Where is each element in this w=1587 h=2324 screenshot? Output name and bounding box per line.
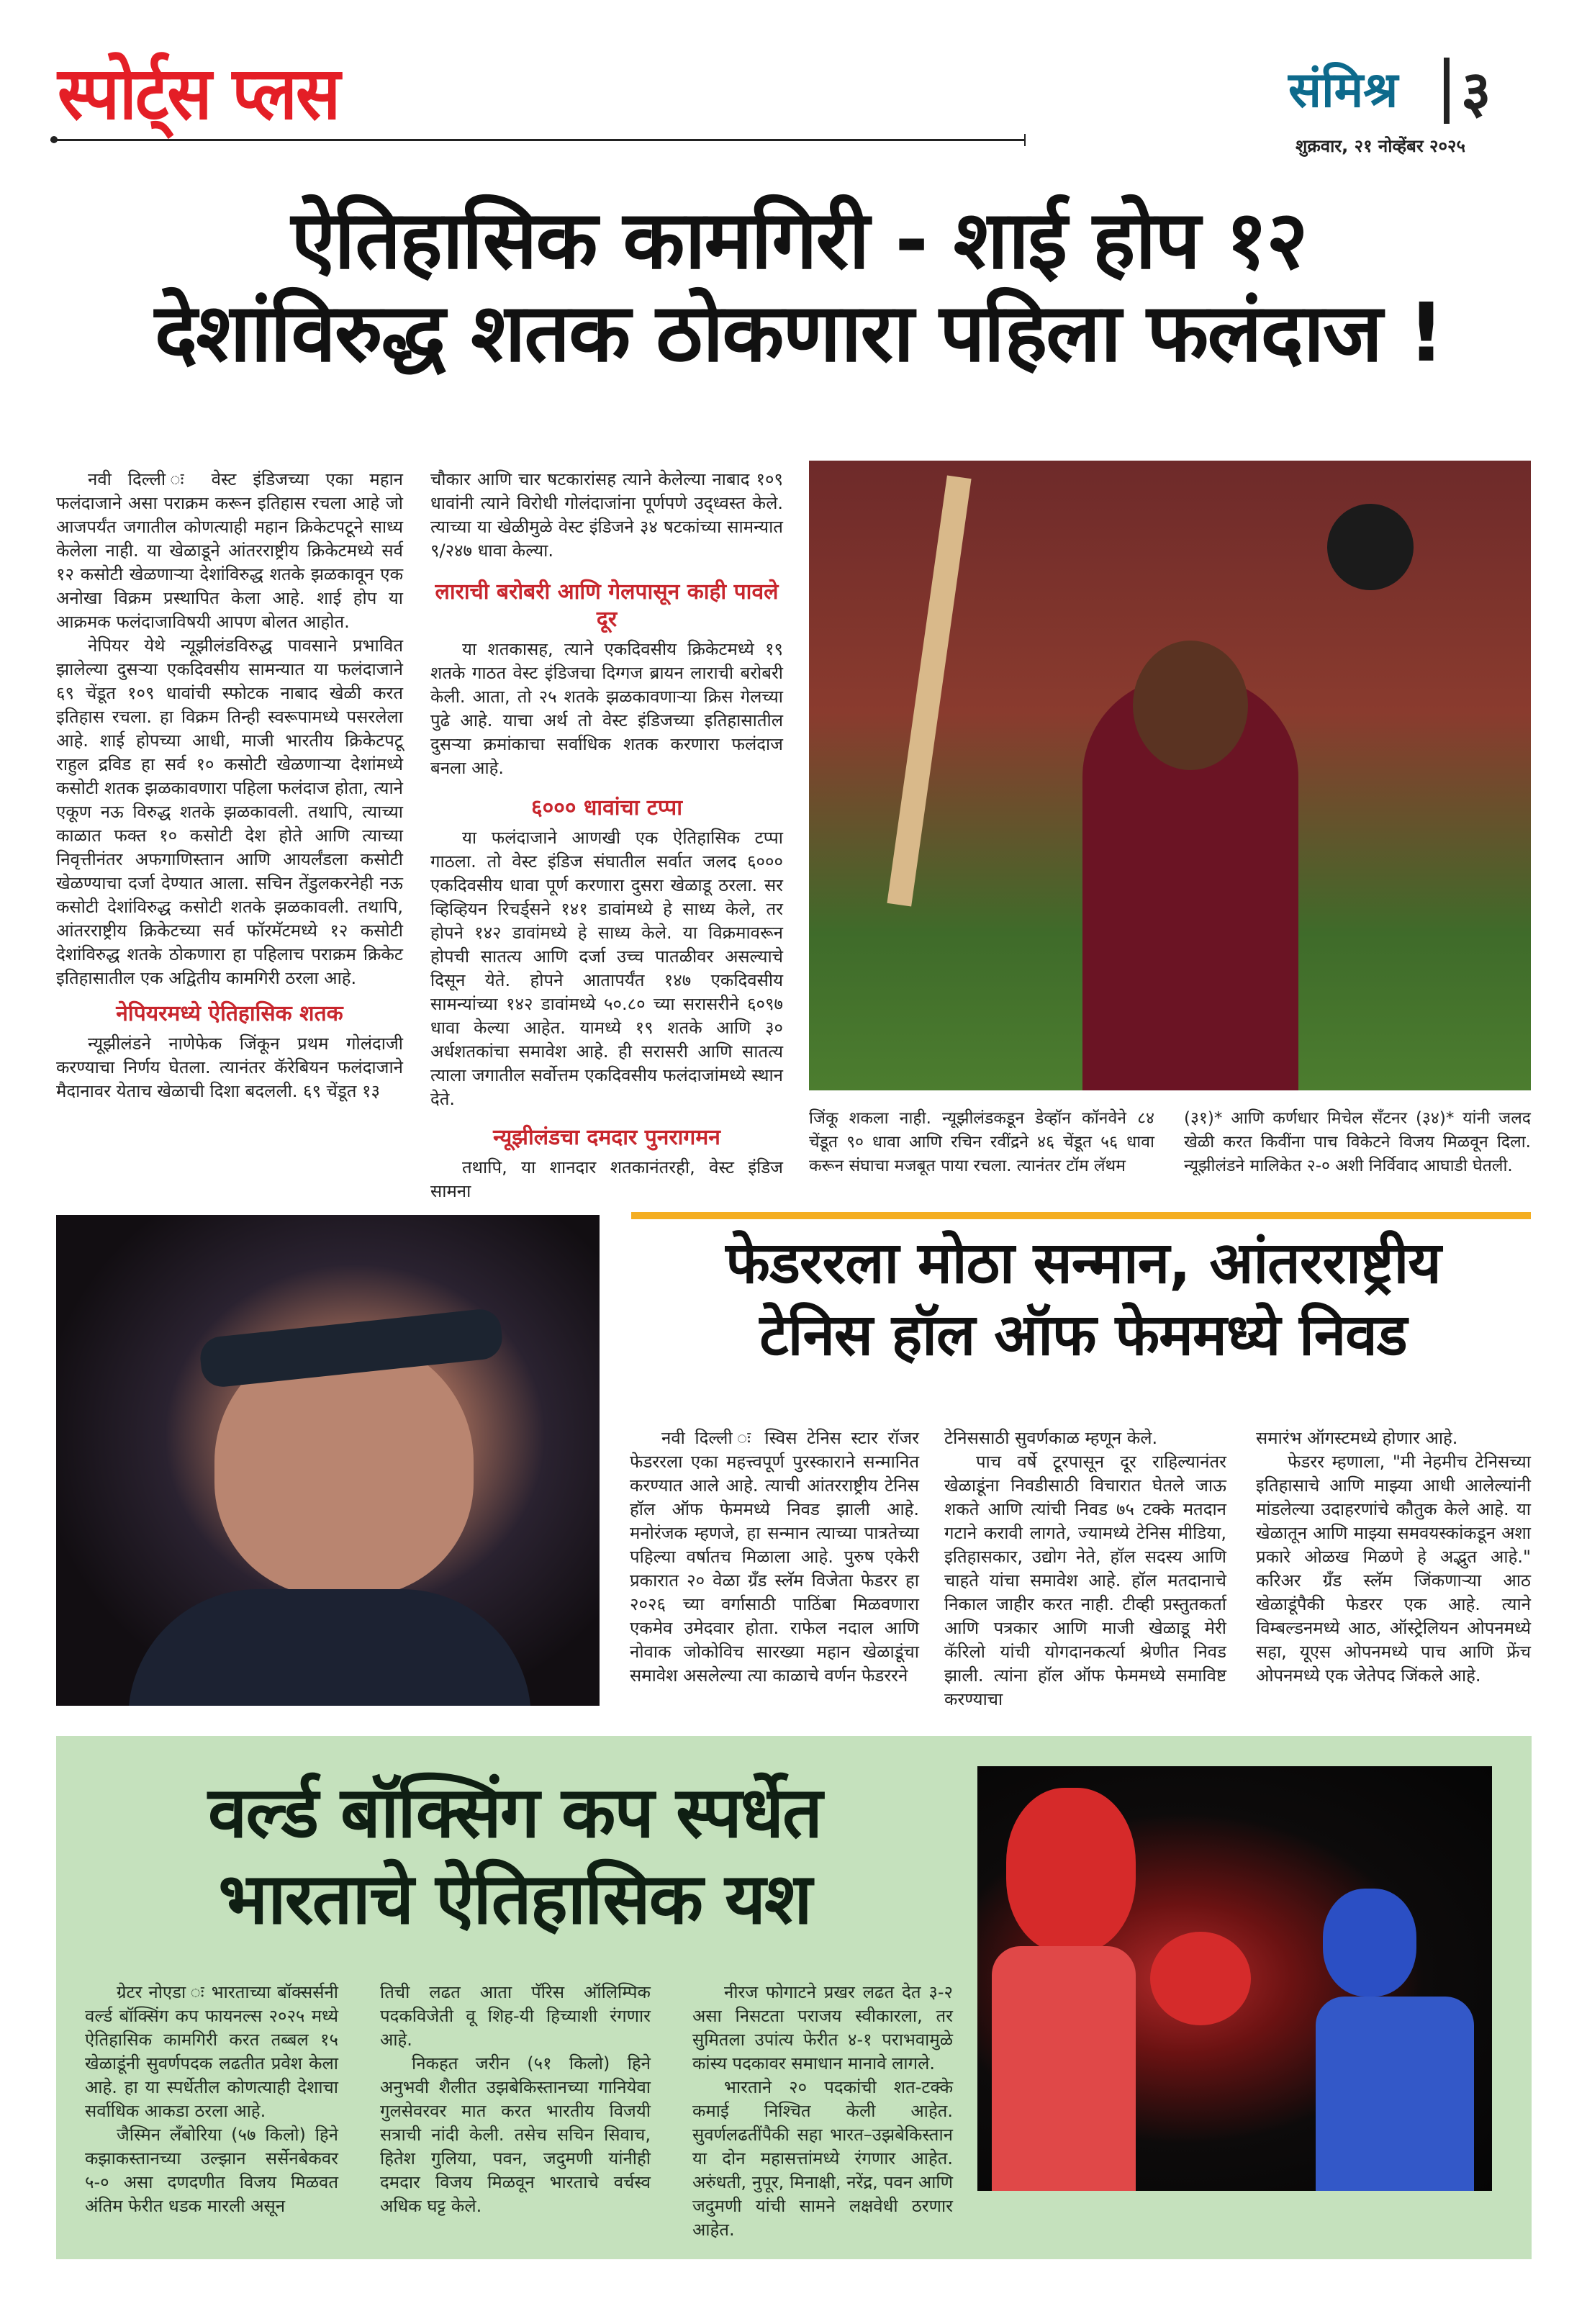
blue-boxer-shape: [1316, 1997, 1474, 2191]
blue-headgear-shape: [1323, 1889, 1416, 1997]
paragraph: जैस्मिन लँबोरिया (५७ किलो) हिने कझाकस्तानच्या उल्झान सर्सेनबेकवर ५-० असा दणदणीत विजय मिळवत अंतिम फेरीत धडक मारली असून: [85, 2125, 338, 2216]
subheading: न्यूझीलंडचा दमदार पुनरागमन: [493, 1125, 720, 1150]
story1-column-2: [430, 468, 783, 1203]
tennis-headline-line2: टेनिस हॉल ऑफ फेममध्ये निवड: [759, 1301, 1407, 1368]
paragraph: भारताने २० पदकांची शत-टक्के कमाई निश्चित केली आहेत. सुवर्णलढतींपैकी सहा भारत–उझबेकिस्तान या दोन महासत्तांमध्ये रंगणार आहेत. अरुंधती, नुपूर, मिनाक्षी, नरेंद्र, पवन आणि जदुमणी यांची सामने लक्षवेधी ठरणार आहेत.: [692, 2077, 953, 2240]
cricket-photo: [809, 461, 1531, 1090]
paragraph: या शतकासह, त्याने एकदिवसीय क्रिकेटमध्ये १९ शतके गाठत वेस्ट इंडिजचा दिग्गज ब्रायन लाराची बरोबरी केली. आता, तो २५ शतके झळकावणाऱ्या क्रिस गेलच्या पुढे आहे. याचा अर्थ तो वेस्ट इंडिजच्या इतिहासातील दुसऱ्या क्रमांकाचा सर्वाधिक शतक करणारा फलंदाज बनला आहे.: [430, 639, 783, 778]
issue-date: शुक्रवार, २१ नोव्हेंबर २०२५: [1296, 136, 1465, 156]
paragraph: निकहत जरीन (५१ किलो) हिने अनुभवी शैलीत उझबेकिस्तानच्या गानियेवा गुलसेवरवर मात करत भारतीय विजयी सत्राची नांदी केली. तसेच सचिन सिवाच, हितेश गुलिया, पवन, जदुमणी यांनीही दमदार विजय मिळवून भारताचे वर्चस्व अधिक घट्ट केले.: [380, 2053, 651, 2216]
paragraph: नवी दिल्ली ः स्विस टेनिस स्टार रॉजर फेडररला एका महत्त्वपूर्ण पुरस्काराने सन्मानित करण्यात आले आहे. त्याची आंतरराष्ट्रीय टेनिस हॉल ऑफ फेममध्ये निवड झाली आहे. मनोरंजक म्हणजे, हा सन्मान त्याच्या पात्रतेच्या पहिल्या वर्षातच मिळाला आहे. पुरुष एकेरी प्रकारात २० वेळा ग्रँड स्लॅम विजेता फेडरर हा २०२६ च्या वर्गासाठी पाठिंबा मिळवणारा एकमेव उमेदवार होता. राफेल नदाल आणि नोवाक जोकोविच सारख्या महान खेळाडूंचा समावेश असलेल्या त्या काळाचे वर्णन फेडररने: [630, 1428, 919, 1686]
story3-column-1: [85, 1981, 338, 2218]
story1-column-3: [809, 1107, 1154, 1178]
boxing-headline: [79, 1771, 950, 1943]
paragraph: टेनिससाठी सुवर्णकाळ म्हणून केले.: [944, 1428, 1158, 1448]
masthead-rule: [50, 139, 1026, 141]
paragraph: फेडरर म्हणाला, "मी नेहमीच टेनिसच्या इतिहासाचे आणि माझ्या आधी आलेल्यांनी मांडलेल्या उदाहरणांचे कौतुक केले आहे. या खेळातून आणि माझ्या समवयस्कांकडून अशा प्रकारे ओळख मिळणे हे अद्भुत आहे." करिअर ग्रँड स्लॅम जिंकणाऱ्या आठ खेळाडूंपैकी फेडरर एक आहे. त्याने विम्बल्डनमध्ये आठ, ऑस्ट्रेलियन ओपनमध्ये सहा, यूएस ओपनमध्ये पाच आणि फ्रेंच ओपनमध्ये एक जेतेपद जिंकले आहे.: [1256, 1452, 1531, 1686]
paragraph: नेपियर येथे न्यूझीलंडविरुद्ध पावसाने प्रभावित झालेल्या दुसऱ्या एकदिवसीय सामन्यात या फलंदाजाने ६९ चेंडूत १०९ धावांची स्फोटक नाबाद खेळी करत इतिहास रचला. हा विक्रम तिन्ही स्वरूपामध्ये पसरलेला आहे. शाई होपच्या आधी, माजी भारतीय क्रिकेटपटू राहुल द्रविड हा सर्व १० कसोटी खेळणाऱ्या देशांमध्ये कसोटी शतक झळकावणारा पहिला फलंदाज होता, त्याने एकूण नऊ विरुद्ध शतके झळकावली. तथापि, त्याच्या काळात फक्त १० कसोटी देश होते आणि त्याच्या निवृत्तीनंतर अफगाणिस्तान आणि आयर्लंडला कसोटी खेळण्याचा दर्जा देण्यात आला. सचिन तेंडुलकरनेही नऊ कसोटी देशांविरुद्ध कसोटी शतके झळकावली. तथापि, आंतरराष्ट्रीय क्रिकेटच्या सर्व फॉरमॅटमध्ये १२ कसोटी देशांविरुद्ध शतके ठोकणारा हा पहिलाच पराक्रम क्रिकेट इतिहासातील एक अद्वितीय कामगिरी ठरला आहे.: [56, 636, 403, 988]
story3-column-2: [380, 1981, 651, 2218]
paragraph: नवी दिल्ली ः वेस्ट इंडिजच्या एका महान फलंदाजाने असा पराक्रम करून इतिहास रचला आहे जो आजपर्यंत जगातील कोणत्याही महान क्रिकेटपटूने साध्य केलेला नाही. या खेळाडूने आंतरराष्ट्रीय क्रिकेटमध्ये सर्व १२ कसोटी खेळणाऱ्या देशांविरुद्ध शतके झळकावून एक अनोखा विक्रम प्रस्थापित केला आहे. शाई होप या आक्रमक फलंदाजाविषयी आपण बोलत आहोत.: [56, 469, 403, 632]
paragraph: पाच वर्षे टूरपासून दूर राहिल्यानंतर खेळाडूंना निवडीसाठी विचारात घेतले जाऊ शकते आणि त्यांची निवड ७५ टक्के मतदान गटाने करावी लागते, ज्यामध्ये टेनिस मीडिया, इतिहासकार, उद्योग नेते, हॉल सदस्य आणि चाहते यांचा समावेश आहे. हॉल मतदानाचे निकाल जाहीर करत नाही. टीव्ही प्रस्तुतकर्ता आणि पत्रकार आणि माजी खेळाडू मेरी कॅरिलो यांची योगदानकर्त्या श्रेणीत निवड झाली. त्यांना हॉल ऑफ फेममध्ये समाविष्ट करण्याचा: [944, 1452, 1226, 1709]
tennis-headline-line1: फेडररला मोठा सन्मान, आंतरराष्ट्रीय: [725, 1229, 1441, 1296]
section-divider: [631, 1212, 1531, 1219]
lead-headline-line2: देशांविरुद्ध शतक ठोकणारा पहिला फलंदाज !: [154, 286, 1444, 380]
brand-logo: स्पोर्ट्स प्लस: [58, 51, 340, 136]
paragraph: (३१)* आणि कर्णधार मिचेल सँटनर (३४)* यांनी जलद खेळी करत किवींना पाच विकेटने विजय मिळवून दिला. न्यूझीलंडने मालिकेत २-० अशी निर्विवाद आघाडी घेतली.: [1184, 1109, 1531, 1175]
paragraph: न्यूझीलंडने नाणेफेक जिंकून प्रथम गोलंदाजी करण्याचा निर्णय घेतला. त्यानंतर कॅरेबियन फलंदाजाने मैदानावर येताच खेळाची दिशा बदलली. ६९ चेंडूत १३: [56, 1034, 403, 1101]
paragraph: या फलंदाजाने आणखी एक ऐतिहासिक टप्पा गाठला. तो वेस्ट इंडिज संघातील सर्वात जलद ६००० एकदिवसीय धावा पूर्ण करणारा दुसरा खेळाडू ठरला. सर व्हिव्हियन रिचर्ड्सने १४१ डावांमध्ये हे साध्य केले, तर होपने १४२ डावांमध्ये हे साध्य केले. या विक्रमावरून होपची सातत्य आणि दर्जा उच्च पातळीवर असल्याचे दिसून येते. होपने आतापर्यंत १४७ एकदिवसीय सामन्यांच्या १४२ डावांमध्ये ५०.८० च्या सरासरीने ६०९७ धावा केल्या आहेत. यामध्ये १९ शतके आणि ३० अर्धशतकांचा समावेश आहे. ही सरासरी आणि सातत्य त्याला जगातील सर्वोत्तम एकदिवसीय फलंदाजांमध्ये स्थान देते.: [430, 828, 783, 1109]
boxing-headline-line1: वर्ल्ड बॉक्सिंग कप स्पर्धेत: [207, 1772, 822, 1854]
boxing-photo: [977, 1766, 1492, 2191]
shirt-shape: [128, 1589, 531, 1706]
masthead-separator: [1444, 58, 1450, 124]
paragraph: जिंकू शकला नाही. न्यूझीलंडकडून डेव्हॉन कॉनवेने ८४ चेंडूत ९० धावा आणि रचिन रवींद्रने ४६ चेंडूत ५६ धावा करून संघाचा मजबूत पाया रचला. त्यानंतर टॉम लॅथम: [809, 1109, 1154, 1175]
story3-column-3: [692, 1981, 953, 2242]
story1-column-4: [1184, 1107, 1531, 1178]
subheading: ६००० धावांचा टप्पा: [531, 795, 682, 820]
story2-column-1: [630, 1426, 919, 1688]
lead-headline-line1: ऐतिहासिक कामगिरी - शाई होप १२: [291, 194, 1307, 287]
paragraph: चौकार आणि चार षटकारांसह त्याने केलेल्या नाबाद १०९ धावांनी त्याने विरोधी गोलंदाजांना पूर्णपणे उद्ध्वस्त केले. त्याच्या या खेळीमुळे वेस्ट इंडिजने ३४ षटकांच्या सामन्यात ९/२४७ धावा केल्या.: [430, 469, 783, 561]
story1-column-1: [56, 468, 403, 1103]
page-number: ३: [1461, 58, 1491, 125]
red-glove-shape: [1150, 1932, 1251, 2025]
subheading: नेपियरमध्ये ऐतिहासिक शतक: [116, 1001, 343, 1026]
story2-column-2: [944, 1426, 1226, 1712]
paragraph: तथापि, या शानदार शतकानंतरही, वेस्ट इंडिज सामना: [430, 1157, 783, 1201]
federer-photo: [56, 1215, 600, 1706]
player-head-shape: [1133, 641, 1248, 770]
section-name: संमिश्र: [1288, 62, 1398, 119]
boxing-headline-line2: भारताचे ऐतिहासिक यश: [218, 1858, 811, 1940]
lead-headline: [43, 194, 1555, 380]
subheading: लाराची बरोबरी आणि गेलपासून काही पावले दूर: [435, 579, 779, 632]
paragraph: नीरज फोगाटने प्रखर लढत देत ३-२ असा निसटता पराजय स्वीकारला, तर सुमितला उपांत्य फेरीत ४-१ पराभवामुळे कांस्य पदकावर समाधान मानावे लागले.: [692, 1982, 953, 2074]
red-boxer-shape: [992, 1946, 1136, 2191]
story2-column-3: [1256, 1426, 1531, 1688]
tennis-headline: [619, 1227, 1547, 1371]
helmet-shape: [1327, 504, 1414, 590]
red-headgear-shape: [1006, 1788, 1136, 1953]
paragraph: ग्रेटर नोएडा ः भारताच्या बॉक्सर्सनी वर्ल्ड बॉक्सिंग कप फायनल्स २०२५ मध्ये ऐतिहासिक कामगिरी करत तब्बल १५ खेळाडूंनी सुवर्णपदक लढतीत प्रवेश केला आहे. हा या स्पर्धेतील कोणत्याही देशाचा सर्वाधिक आकडा ठरला आहे.: [85, 1982, 338, 2121]
paragraph: समारंभ ऑगस्टमध्ये होणार आहे.: [1256, 1428, 1458, 1448]
bat-shape: [887, 476, 971, 907]
paragraph: तिची लढत आता पॅरिस ऑलिम्पिक पदकविजेती वू शिह-यी हिच्याशी रंगणार आहे.: [380, 1982, 651, 2050]
